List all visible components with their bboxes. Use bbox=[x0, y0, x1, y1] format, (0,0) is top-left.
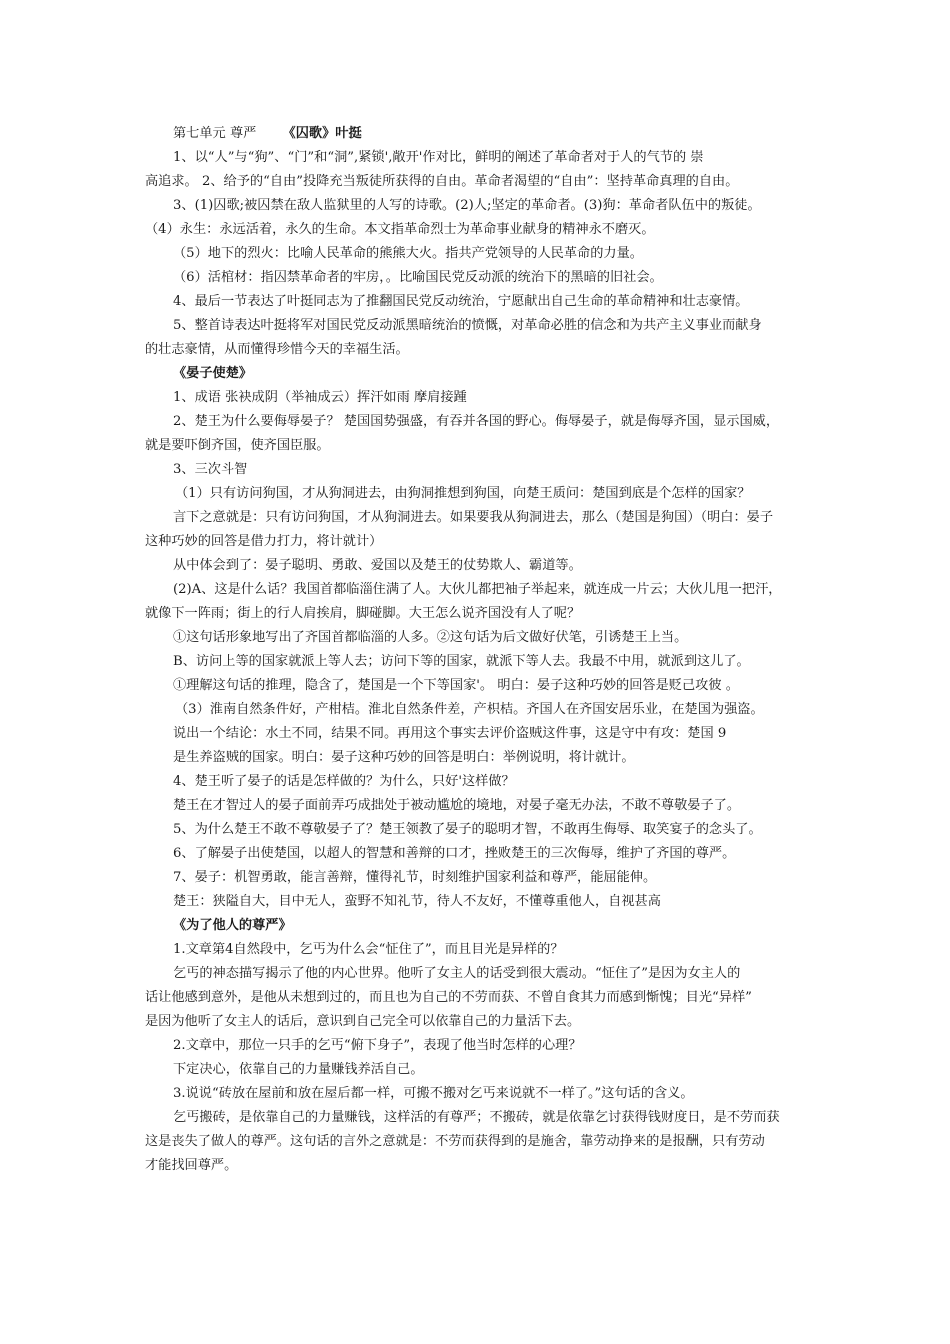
paragraph-line: 3.说说“砖放在屋前和放在屋后都一样，可搬不搬对乞丐来说就不一样了。”这句话的含义。 bbox=[173, 1086, 694, 1101]
section-title: 《为了他人的尊严》 bbox=[173, 918, 292, 933]
paragraph-line: （5）地下的烈火：比喻人民革命的熊熊大火。指共产党领导的人民革命的力量。 bbox=[173, 246, 643, 261]
paragraph-line: 楚王在才智过人的晏子面前弄巧成拙处于被动尴尬的境地，对晏子毫无办法，不敢不尊敬晏子了。 bbox=[173, 798, 741, 813]
paragraph-line: 7、晏子：机智勇敢，能言善辩，懂得礼节，时刻维护国家利益和尊严，能屈能伸。 bbox=[173, 870, 657, 885]
paragraph-line: 3、三次斗智 bbox=[173, 462, 248, 477]
paragraph-line: 乞丐的神态描写揭示了他的内心世界。他听了女主人的话受到很大震动。“怔住了”是因为女主人的 bbox=[173, 966, 741, 981]
paragraph-line: 6、了解晏子出使楚国，以超人的智慧和善辩的口才，挫败楚王的三次侮辱，维护了齐国的尊严。 bbox=[173, 846, 736, 861]
paragraph-line: (2)A、这是什么话？我国首都临淄住满了人。大伙儿都把袖子举起来，就连成一片云；大伙儿甩一把汗， bbox=[173, 582, 782, 597]
paragraph-line: ①这句话形象地写出了齐国首都临淄的人多。②这句话为后文做好伏笔，引诱楚王上当。 bbox=[173, 630, 688, 645]
paragraph-line: 4、最后一节表达了叶挺同志为了推翻国民党反动统治，宁愿献出自己生命的革命精神和壮志豪情。 bbox=[173, 294, 749, 309]
paragraph-line: （1）只有访问狗国，才从狗洞进去，由狗洞推想到狗国，向楚王质问：楚国到底是个怎样的国家？ bbox=[175, 486, 751, 501]
paragraph-line: 是生养盗贼的国家。明白：晏子这种巧妙的回答是明白：举例说明，将计就计。 bbox=[173, 750, 635, 765]
paragraph-line: 就是要吓倒齐国，使齐国臣服。 bbox=[145, 438, 330, 453]
paragraph-line: 1.文章第4自然段中，乞丐为什么会“怔住了”，而且目光是异样的？ bbox=[173, 942, 564, 957]
paragraph-line: 楚王：狭隘自大，目中无人，蛮野不知礼节，待人不友好，不懂尊重他人，自视甚高 bbox=[173, 894, 661, 909]
paragraph-line: 4、楚王听了晏子的话是怎样做的？为什么，只好'这样做？ bbox=[173, 774, 515, 789]
unit-label: 第七单元 尊严 bbox=[173, 126, 257, 141]
paragraph-line: 2.文章中，那位一只手的乞丐“俯下身子”，表现了他当时怎样的心理？ bbox=[173, 1038, 582, 1053]
paragraph-line: （4）永生：永远活着，永久的生命。本文指革命烈士为革命事业献身的精神永不磨灭。 bbox=[145, 222, 655, 237]
section-title: 《晏子使楚》 bbox=[173, 366, 253, 381]
paragraph-line: 2、楚王为什么要侮辱晏子？ 楚国国势强盛，有吞并各国的野心。侮辱晏子，就是侮辱齐国，显示国威， bbox=[173, 414, 780, 429]
paragraph-line: （3）淮南自然条件好，产柑桔。淮北自然条件差，产枳桔。齐国人在齐国安居乐业，在楚国为强盗。 bbox=[175, 702, 764, 717]
paragraph-line: 1、以“人”与“狗”、“门”和“洞”,紧锁',敞开'作对比，鲜明的阐述了革命者对于人的气节的 崇 bbox=[173, 150, 704, 165]
paragraph-line: 话让他感到意外，是他从未想到过的，而且也为自己的不劳而获、不曾自食其力而感到惭愧；目光“异样” bbox=[145, 990, 752, 1005]
paragraph-line: ①理解这句话的推理，隐含了，楚国是一个下等国家'。 明白：晏子这种巧妙的回答是贬己攻彼 。 bbox=[173, 678, 739, 693]
document-page bbox=[145, 122, 810, 1178]
paragraph-line: B、访问上等的国家就派上等人去；访问下等的国家，就派下等人去。我最不中用，就派到这儿了。 bbox=[173, 654, 750, 669]
paragraph-line: 3、(1)囚歌;被囚禁在敌人监狱里的人写的诗歌。(2)人;坚定的革命者。(3)狗：革命者队伍中的叛徒。 bbox=[173, 198, 761, 213]
paragraph-line: 言下之意就是：只有访问狗国，才从狗洞进去。如果要我从狗洞进去，那么（楚国是狗国）（明白：晏子 bbox=[173, 510, 774, 525]
paragraph-line: 这是丧失了做人的尊严。这句话的言外之意就是：不劳而获得到的是施舍，靠劳动挣来的是报酬，只有劳动 bbox=[145, 1134, 765, 1149]
paragraph-line: 5、整首诗表达叶挺将军对国民党反动派黑暗统治的愤慨，对革命必胜的信念和为共产主义事业而献身 bbox=[173, 318, 762, 333]
section-title: 《囚歌》叶挺 bbox=[282, 126, 362, 141]
paragraph-line: 从中体会到了：晏子聪明、勇敢、爱国以及楚王的仗势欺人、霸道等。 bbox=[173, 558, 582, 573]
paragraph-line: 的壮志豪情，从而懂得珍惜今天的幸福生活。 bbox=[145, 342, 409, 357]
paragraph-line: （6）活棺材：指囚禁革命者的牢房，。比喻国民党反动派的统治下的黑暗的旧社会。 bbox=[173, 270, 663, 285]
paragraph-line: 乞丐搬砖，是依靠自己的力量赚钱，这样活的有尊严；不搬砖，就是依靠乞讨获得钱财度日，是不劳而获 bbox=[173, 1110, 780, 1125]
paragraph-line: 1、成语 张袂成阴（举袖成云）挥汗如雨 摩肩接踵 bbox=[173, 390, 467, 405]
paragraph-line: 高追求。 2、给予的“自由”投降充当叛徒所获得的自由。革命者渴望的“自由”：坚持革命真理的自由。 bbox=[145, 174, 739, 189]
paragraph-line: 5、为什么楚王不敢不尊敬晏子了？楚王领教了晏子的聪明才智，不敢再生侮辱、取笑宴子的念头了。 bbox=[173, 822, 762, 837]
paragraph-line: 下定决心，依靠自己的力量赚钱养活自己。 bbox=[173, 1062, 424, 1077]
paragraph-line: 才能找回尊严。 bbox=[145, 1158, 238, 1173]
paragraph-line: 这种巧妙的回答是借力打力，将计就计） bbox=[145, 534, 383, 549]
section-heading bbox=[145, 122, 810, 146]
paragraph-line: 是因为他听了女主人的话后，意识到自己完全可以依靠自己的力量活下去。 bbox=[145, 1014, 581, 1029]
paragraph-line: 就像下一阵雨；街上的行人肩挨肩，脚碰脚。大王怎么说齐国没有人了呢？ bbox=[145, 606, 581, 621]
paragraph-line: 说出一个结论：水土不同，结果不同。再用这个事实去评价盗贼这件事，这是守中有攻：楚国 9 bbox=[173, 726, 727, 741]
